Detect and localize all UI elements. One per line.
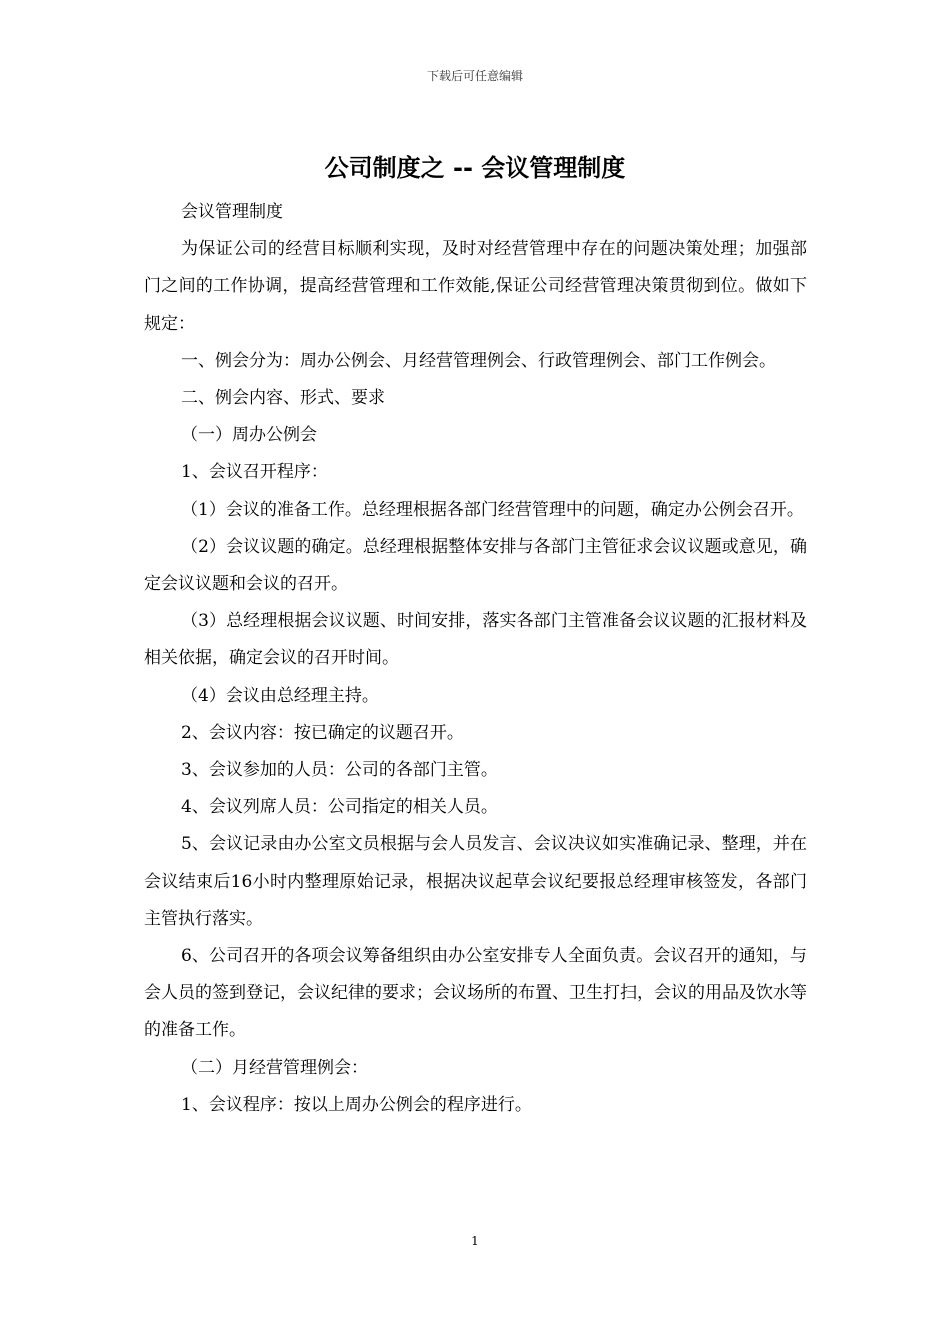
paragraph-section-1: 一、例会分为：周办公例会、月经营管理例会、行政管理例会、部门工作例会。	[181, 350, 776, 371]
document-body	[144, 194, 807, 1124]
paragraph-subitem-1: （1）会议的准备工作。总经理根据各部门经营管理中的问题，确定办公例会召开。	[181, 499, 804, 520]
paragraph-subsection-monthly: （二）月经营管理例会：	[181, 1057, 368, 1078]
document-title: 公司制度之 -- 会议管理制度	[324, 154, 626, 182]
paragraph-item-4: 4、会议列席人员：公司指定的相关人员。	[181, 797, 498, 818]
page-header-note: 下载后可任意编辑	[426, 69, 523, 83]
paragraph-subitem-2: （2）会议议题的确定。总经理根据整体安排与各部门主管征求会议议题或意见，确定会议议题和会议的召开。	[144, 536, 807, 595]
paragraph-section-2: 二、例会内容、形式、要求	[181, 388, 385, 409]
paragraph-item-2: 2、会议内容：按已确定的议题召开。	[181, 722, 464, 743]
paragraph-item-1: 1、会议召开程序：	[181, 462, 328, 483]
paragraph-item-6: 6、公司召开的各项会议筹备组织由办公室安排专人全面负责。会议召开的通知，与会人员的签到登记，会议纪律的要求；会议场所的布置、卫生打扫，会议的用品及饮水等的准备工作。	[144, 946, 807, 1041]
paragraph-intro: 为保证公司的经营目标顺利实现，及时对经营管理中存在的问题决策处理；加强部门之间的工作协调，提高经营管理和工作效能,保证公司经营管理决策贯彻到位。做如下规定：	[144, 239, 807, 334]
paragraph-subsection-weekly: （一）周办公例会	[181, 425, 317, 446]
paragraph-item-3: 3、会议参加的人员：公司的各部门主管。	[181, 760, 498, 781]
paragraph-subtitle: 会议管理制度	[181, 202, 283, 222]
paragraph-monthly-item-1: 1、会议程序：按以上周办公例会的程序进行。	[181, 1094, 532, 1115]
paragraph-item-5: 5、会议记录由办公室文员根据与会人员发言、会议决议如实准确记录、整理，并在会议结束后16小时内整理原始记录，根据决议起草会议纪要报总经理审核签发，各部门主管执行落实。	[144, 834, 807, 929]
paragraph-subitem-3: （3）总经理根据会议议题、时间安排，落实各部门主管准备会议议题的汇报材料及相关依据，确定会议的召开时间。	[144, 611, 807, 669]
paragraph-subitem-4: （4）会议由总经理主持。	[181, 685, 379, 706]
page-number: 1	[471, 1234, 479, 1248]
